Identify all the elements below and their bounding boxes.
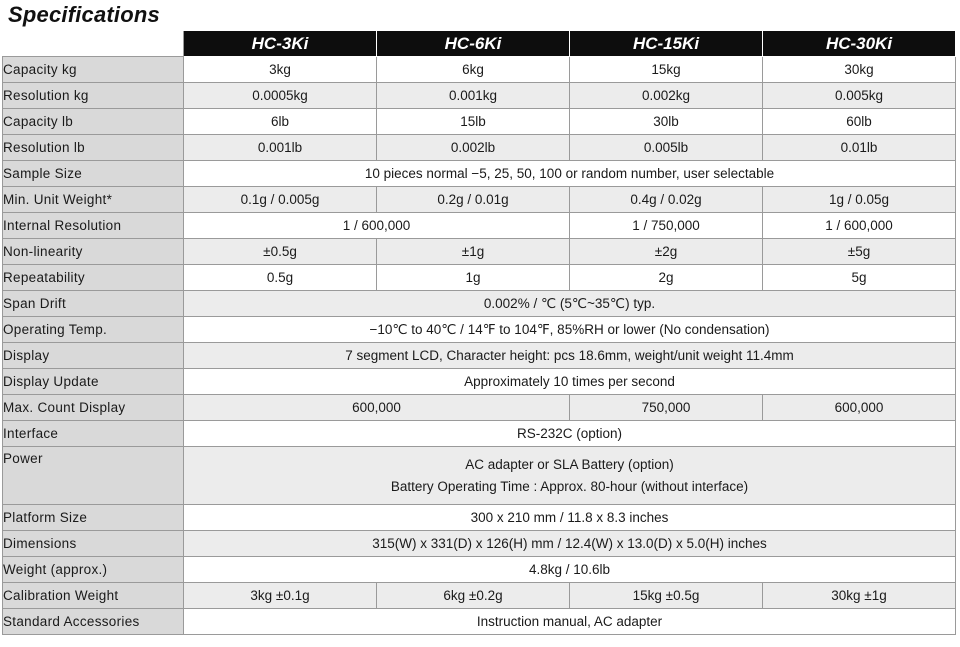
table-cell: 300 x 210 mm / 11.8 x 8.3 inches [184, 505, 956, 531]
table-cell: 15kg [570, 57, 763, 83]
table-row [3, 395, 956, 421]
table-row [3, 583, 956, 609]
row-label: Internal Resolution [3, 213, 184, 239]
row-label: Calibration Weight [3, 583, 184, 609]
table-row [3, 109, 956, 135]
table-cell: 6kg ±0.2g [377, 583, 570, 609]
table-cell: 0.005kg [763, 83, 956, 109]
table-cell: 30kg ±1g [763, 583, 956, 609]
row-label: Resolution lb [3, 135, 184, 161]
model-header: HC-15Ki [570, 31, 763, 57]
table-cell: −10℃ to 40℃ / 14℉ to 104℉, 85%RH or lower (No condensation) [184, 317, 956, 343]
table-cell: 0.002kg [570, 83, 763, 109]
model-header: HC-6Ki [377, 31, 570, 57]
power-line-2: Battery Operating Time : Approx. 80-hour (without interface) [390, 478, 749, 494]
table-row [3, 239, 956, 265]
header-corner [3, 31, 184, 57]
table-cell: 5g [763, 265, 956, 291]
table-cell: 1g [377, 265, 570, 291]
table-cell: 4.8kg / 10.6lb [184, 557, 956, 583]
table-cell: 30lb [570, 109, 763, 135]
table-row [3, 213, 956, 239]
table-cell: 0.0005kg [184, 83, 377, 109]
specifications-table [2, 31, 956, 635]
row-label: Repeatability [3, 265, 184, 291]
table-row [3, 531, 956, 557]
table-cell: 15kg ±0.5g [570, 583, 763, 609]
table-cell: 3kg [184, 57, 377, 83]
table-row [3, 57, 956, 83]
table-cell: 0.4g / 0.02g [570, 187, 763, 213]
row-label: Standard Accessories [3, 609, 184, 635]
table-cell: 60lb [763, 109, 956, 135]
row-label: Weight (approx.) [3, 557, 184, 583]
table-row [3, 421, 956, 447]
table-row [3, 505, 956, 531]
table-cell: 600,000 [184, 395, 570, 421]
table-row [3, 291, 956, 317]
table-cell: 15lb [377, 109, 570, 135]
row-label: Operating Temp. [3, 317, 184, 343]
row-label: Platform Size [3, 505, 184, 531]
table-cell: 1g / 0.05g [763, 187, 956, 213]
table-cell: 0.5g [184, 265, 377, 291]
row-label: Span Drift [3, 291, 184, 317]
table-cell: 1 / 600,000 [184, 213, 570, 239]
row-label: Display [3, 343, 184, 369]
table-cell: 6kg [377, 57, 570, 83]
row-label: Dimensions [3, 531, 184, 557]
row-label: Capacity lb [3, 109, 184, 135]
table-row [3, 265, 956, 291]
row-label: Non-linearity [3, 239, 184, 265]
table-cell: 1 / 750,000 [570, 213, 763, 239]
row-label: Max. Count Display [3, 395, 184, 421]
page-title: Specifications [8, 2, 160, 27]
table-cell: RS-232C (option) [184, 421, 956, 447]
row-label: Interface [3, 421, 184, 447]
model-header: HC-3Ki [184, 31, 377, 57]
table-cell: Instruction manual, AC adapter [184, 609, 956, 635]
table-cell: Approximately 10 times per second [184, 369, 956, 395]
table-row [3, 557, 956, 583]
table-cell: 1 / 600,000 [763, 213, 956, 239]
table-row [3, 447, 956, 505]
table-row [3, 135, 956, 161]
table-cell: 3kg ±0.1g [184, 583, 377, 609]
table-cell: 6lb [184, 109, 377, 135]
row-label: Resolution kg [3, 83, 184, 109]
table-cell: 10 pieces normal −5, 25, 50, 100 or random number, user selectable [184, 161, 956, 187]
table-cell: 0.2g / 0.01g [377, 187, 570, 213]
table-cell: ±2g [570, 239, 763, 265]
table-cell [184, 447, 956, 505]
table-row [3, 317, 956, 343]
row-label: Capacity kg [3, 57, 184, 83]
model-header-row [3, 31, 956, 57]
table-cell: 30kg [763, 57, 956, 83]
model-header: HC-30Ki [763, 31, 956, 57]
table-cell: 0.001kg [377, 83, 570, 109]
table-cell: ±5g [763, 239, 956, 265]
row-label: Power [3, 447, 184, 505]
table-cell: 7 segment LCD, Character height: pcs 18.6mm, weight/unit weight 11.4mm [184, 343, 956, 369]
table-row [3, 343, 956, 369]
table-cell: 600,000 [763, 395, 956, 421]
row-label: Sample Size [3, 161, 184, 187]
table-cell: 2g [570, 265, 763, 291]
table-cell: 0.002lb [377, 135, 570, 161]
table-cell: 0.1g / 0.005g [184, 187, 377, 213]
table-cell: 0.01lb [763, 135, 956, 161]
table-cell: ±1g [377, 239, 570, 265]
table-row [3, 369, 956, 395]
table-row [3, 83, 956, 109]
table-cell: 315(W) x 331(D) x 126(H) mm / 12.4(W) x 13.0(D) x 5.0(H) inches [184, 531, 956, 557]
table-cell: 750,000 [570, 395, 763, 421]
table-row [3, 609, 956, 635]
power-line-1: AC adapter or SLA Battery (option) [465, 456, 674, 472]
row-label: Min. Unit Weight* [3, 187, 184, 213]
row-label: Display Update [3, 369, 184, 395]
table-cell: 0.001lb [184, 135, 377, 161]
table-cell: 0.002% / ℃ (5℃~35℃) typ. [184, 291, 956, 317]
table-row [3, 161, 956, 187]
table-row [3, 187, 956, 213]
table-cell: ±0.5g [184, 239, 377, 265]
table-cell: 0.005lb [570, 135, 763, 161]
